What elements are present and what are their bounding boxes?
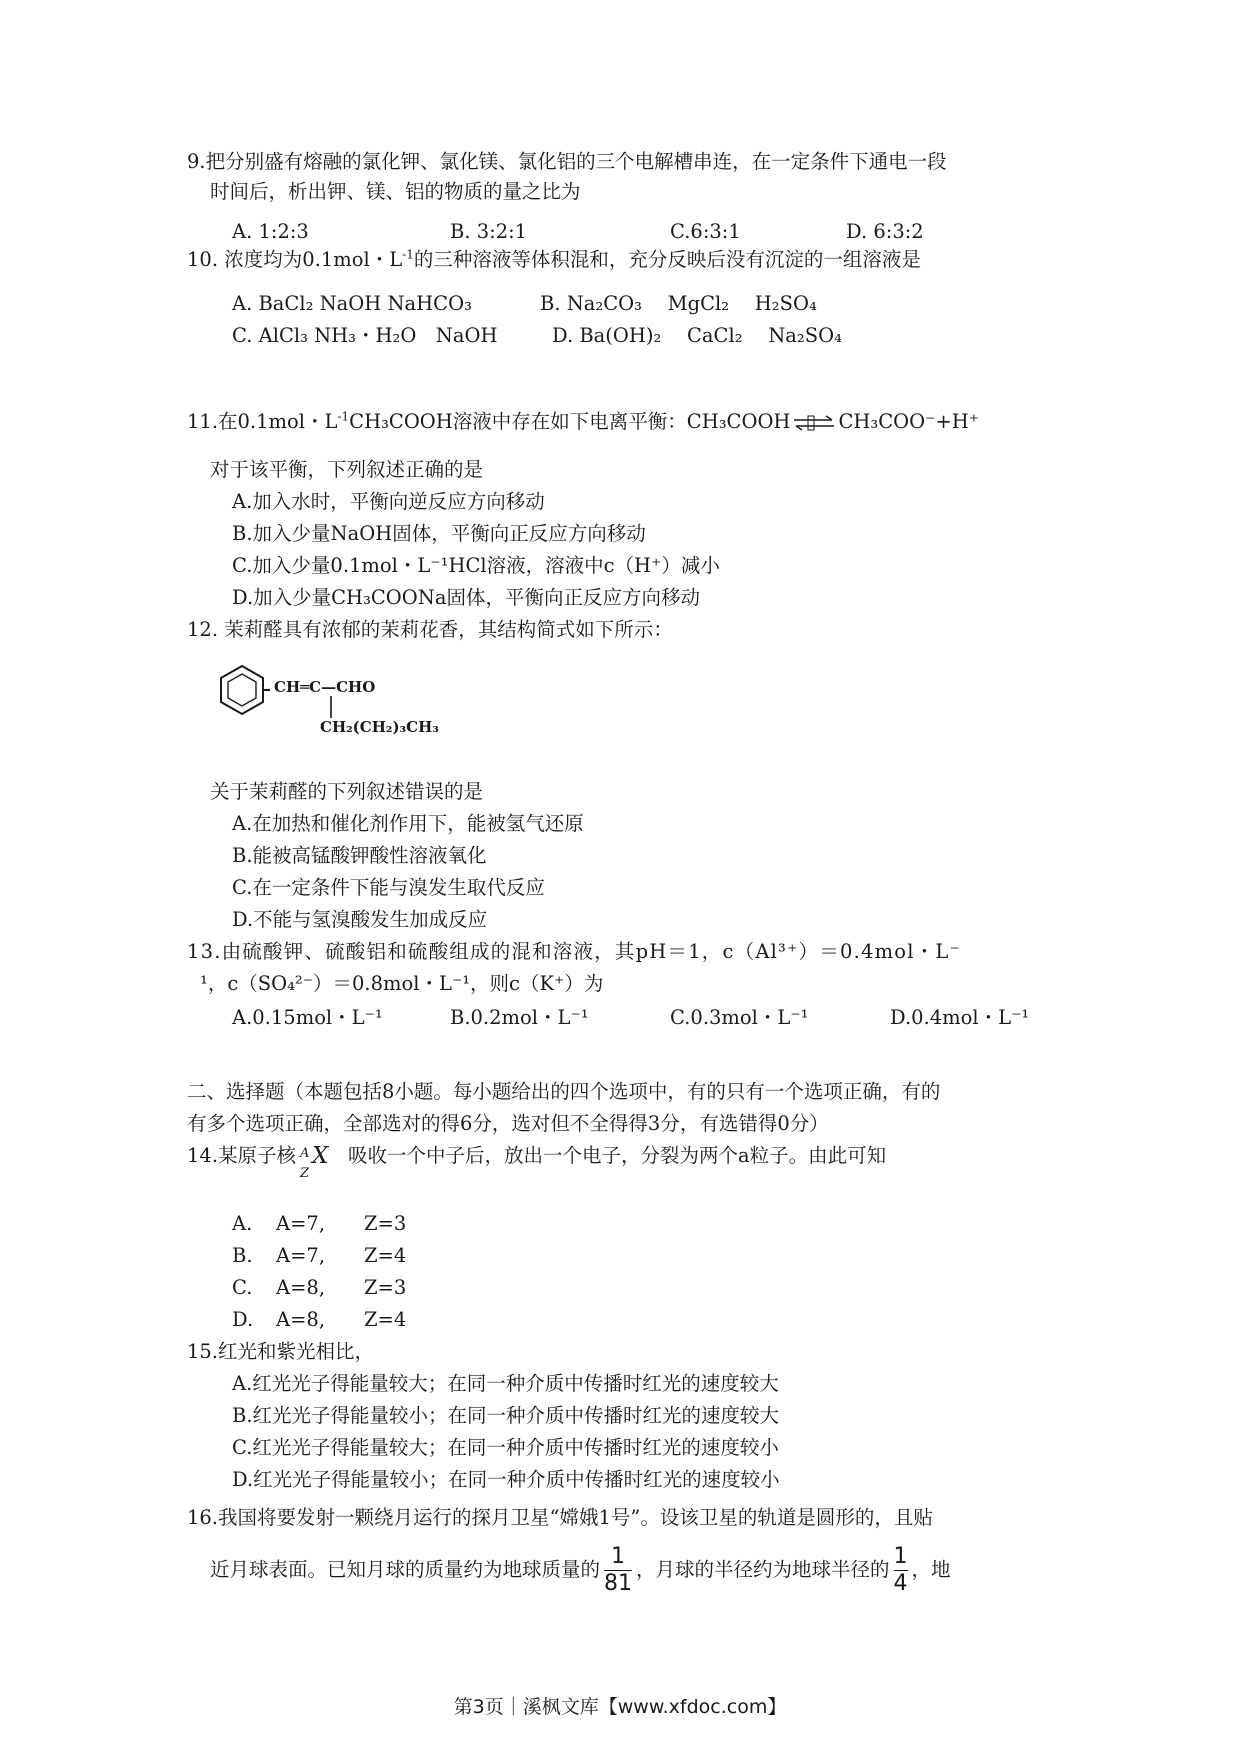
q9-stem-line2: 时间后，析出钾、镁、铝的物质的量之比为 bbox=[210, 180, 581, 203]
structure-branch-bond-icon bbox=[329, 696, 333, 718]
section2-heading-line2: 有多个选项正确，全部选对的得6分，选对但不全得得3分，有选错得0分） bbox=[187, 1112, 829, 1135]
q15-option-c: C.红光光子得能量较大；在同一种介质中传播时红光的速度较小 bbox=[232, 1436, 779, 1459]
q10-option-d: D. Ba(OH)₂ CaCl₂ Na₂SO₄ bbox=[552, 324, 842, 347]
q15-option-d: D.红光光子得能量较小；在同一种介质中传播时红光的速度较小 bbox=[232, 1468, 780, 1491]
q11-option-b: B.加入少量NaOH固体，平衡向正反应方向移动 bbox=[232, 522, 646, 545]
q14-option-a-charge: Z=3 bbox=[364, 1212, 407, 1235]
q12-intro: 关于茉莉醛的下列叙述错误的是 bbox=[210, 780, 484, 803]
q9-option-b: B. 3:2:1 bbox=[450, 220, 528, 243]
section2-heading-line1: 二、选择题（本题包括8小题。每小题给出的四个选项中，有的只有一个选项正确，有的 bbox=[187, 1080, 941, 1103]
q13-option-c: C.0.3mol・L⁻¹ bbox=[670, 1006, 809, 1029]
q14-option-b-mass: A=7, bbox=[276, 1244, 326, 1267]
q11-option-c: C.加入少量0.1mol・L⁻¹HCl溶液，溶液中c（H⁺）减小 bbox=[232, 554, 720, 577]
q14-option-c-charge: Z=3 bbox=[364, 1276, 407, 1299]
q14-option-d-mass: A=8, bbox=[276, 1308, 326, 1331]
q11-option-a: A.加入水时，平衡向逆反应方向移动 bbox=[232, 490, 545, 513]
q13-stem-line1: 13.由硫酸钾、硫酸铝和硫酸组成的混和溶液，其pH＝1，c（Al³⁺）＝0.4mol・L⁻ bbox=[187, 940, 961, 963]
q14-option-c-letter: C. bbox=[232, 1276, 253, 1299]
q14-option-a-letter: A. bbox=[232, 1212, 253, 1235]
q11-intro: 对于该平衡，下列叙述正确的是 bbox=[210, 458, 484, 481]
q12-stem: 12. 茉莉醛具有浓郁的茉莉花香，其结构简式如下所示： bbox=[187, 618, 673, 641]
q16-stem-line2: 近月球表面。已知月球的质量约为地球质量的 $\frac{1}{81}$ ，月球的半径约为地球半径的 $\frac{1}{4}$ ，地 bbox=[210, 1544, 951, 1596]
q14-option-b-charge: Z=4 bbox=[364, 1244, 407, 1267]
q15-option-a: A.红光光子得能量较大；在同一种介质中传播时红光的速度较大 bbox=[232, 1372, 779, 1395]
q12-option-b: B.能被高锰酸钾酸性溶液氧化 bbox=[232, 844, 487, 867]
q13-option-d: D.0.4mol・L⁻¹ bbox=[890, 1006, 1030, 1029]
fraction-1-4: $\frac{1}{4}$ bbox=[893, 1544, 908, 1596]
nuclide-symbol: A Z X bbox=[300, 1143, 329, 1181]
q10-option-a: A. BaCl₂ NaOH NaHCO₃ bbox=[232, 292, 472, 315]
structure-side-chain: CH₂(CH₂)₃CH₃ bbox=[320, 718, 439, 736]
q13-option-a: A.0.15mol・L⁻¹ bbox=[232, 1006, 383, 1029]
page-footer: 第3页｜溪枫文库【www.xfdoc.com】 bbox=[453, 1696, 787, 1718]
equilibrium-arrow-icon bbox=[792, 414, 836, 432]
q11-stem: 11.在0.1mol・$L^{-1}CH_3COOH$溶液中存在如下电离平衡：CH₃COOH CH₃COO⁻+H⁺ bbox=[187, 409, 980, 433]
q13-stem-line2: ¹，c（SO₄²⁻）＝0.8mol・L⁻¹，则c（K⁺）为 bbox=[200, 972, 604, 995]
q14-stem: 14.某原子核 A Z X 吸收一个中子后，放出一个电子，分裂为两个a粒子。由此可知 bbox=[187, 1143, 887, 1181]
q9-option-c: C.6:3:1 bbox=[670, 220, 741, 243]
q9-option-d: D. 6:3:2 bbox=[846, 220, 924, 243]
q10-option-b: B. Na₂CO₃ MgCl₂ H₂SO₄ bbox=[540, 292, 817, 315]
q14-option-d-letter: D. bbox=[232, 1308, 254, 1331]
structure-main-chain: CH═C—CHO bbox=[274, 678, 376, 696]
q12-option-d: D.不能与氢溴酸发生加成反应 bbox=[232, 908, 488, 931]
q15-option-b: B.红光光子得能量较小；在同一种介质中传播时红光的速度较大 bbox=[232, 1404, 780, 1427]
benzene-ring-icon bbox=[214, 662, 270, 718]
q13-option-b: B.0.2mol・L⁻¹ bbox=[450, 1006, 589, 1029]
q10-option-c: C. AlCl₃ NH₃・H₂O NaOH bbox=[232, 324, 498, 347]
q12-option-a: A.在加热和催化剂作用下，能被氢气还原 bbox=[232, 812, 584, 835]
fraction-1-81: $\frac{1}{81}$ bbox=[604, 1544, 633, 1596]
q14-option-b-letter: B. bbox=[232, 1244, 253, 1267]
q10-stem: 10. 浓度均为0.1mol・$L^{-1}$的三种溶液等体积混和，充分反映后没有沉淀的一组溶液是 bbox=[187, 247, 921, 271]
jasminaldehyde-structure bbox=[214, 660, 454, 740]
q16-stem-line1: 16.我国将要发射一颗绕月运行的探月卫星“嫦娥1号”。设该卫星的轨道是圆形的，且贴 bbox=[187, 1506, 933, 1529]
q12-option-c: C.在一定条件下能与溴发生取代反应 bbox=[232, 876, 545, 899]
q15-stem: 15.红光和紫光相比， bbox=[187, 1340, 375, 1363]
q14-option-d-charge: Z=4 bbox=[364, 1308, 407, 1331]
q9-stem-line1: 9.把分别盛有熔融的氯化钾、氯化镁、氯化铝的三个电解槽串连，在一定条件下通电一段 bbox=[187, 150, 947, 173]
q9-option-a: A. 1:2:3 bbox=[232, 220, 309, 243]
q14-option-a-mass: A=7, bbox=[276, 1212, 326, 1235]
q14-option-c-mass: A=8, bbox=[276, 1276, 326, 1299]
q11-option-d: D.加入少量CH₃COONa固体，平衡向正反应方向移动 bbox=[232, 586, 700, 609]
